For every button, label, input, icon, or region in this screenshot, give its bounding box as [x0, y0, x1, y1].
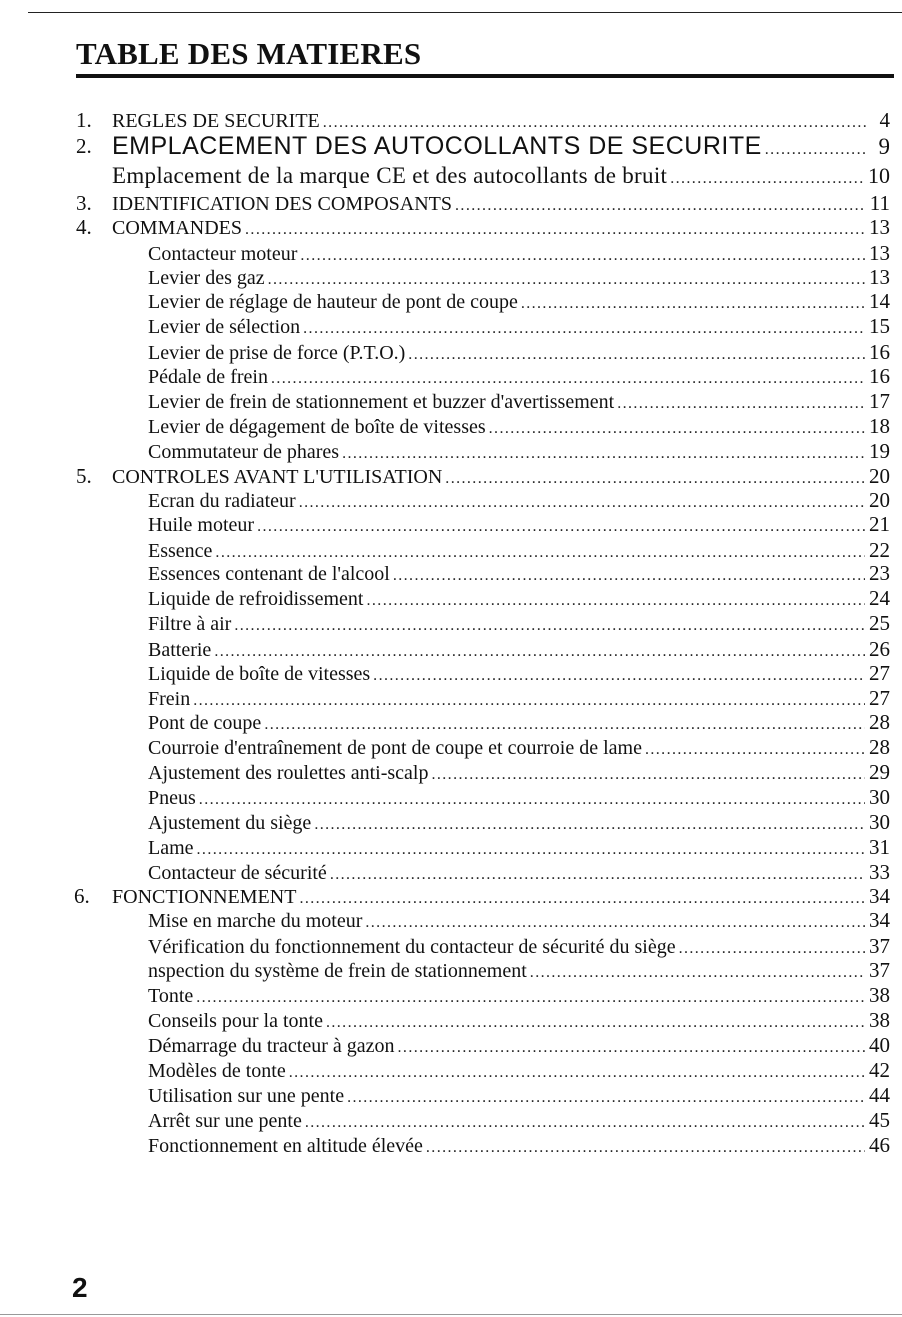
toc-entry: [0, 464, 902, 489]
toc-entry-page: 27: [869, 686, 890, 710]
dot-leader: [197, 840, 865, 860]
toc-entry-page: 33: [869, 860, 890, 884]
dot-leader: [617, 394, 865, 414]
toc-entry-label: Commutateur de phares: [148, 441, 340, 463]
toc-entry-page: 34: [869, 908, 890, 932]
toc-entry: [0, 340, 902, 365]
toc-entry-page: 4: [879, 108, 890, 132]
toc-entry: [0, 710, 902, 735]
dot-leader: [299, 493, 865, 513]
toc-entry-page: 23: [869, 561, 890, 585]
toc-entry: [0, 1133, 902, 1158]
toc-entry-label: Contacteur de sécurité: [148, 862, 327, 884]
dot-leader: [234, 616, 865, 636]
toc-entry: [0, 241, 902, 266]
toc-entry-page: 13: [869, 215, 890, 239]
toc-entry-page: 28: [869, 735, 890, 759]
toc-entry-page: 30: [869, 785, 890, 809]
toc-entry-page: 29: [869, 760, 890, 784]
toc-entry-page: 20: [869, 488, 890, 512]
dot-leader: [326, 1013, 865, 1033]
toc-entry: [0, 983, 902, 1008]
dot-leader: [305, 1113, 865, 1133]
dot-leader: [330, 865, 865, 885]
toc-entry: [0, 561, 902, 586]
toc-entry-label: Liquide de refroidissement: [148, 588, 364, 610]
dot-leader: [264, 715, 865, 735]
toc-entry: [0, 586, 902, 611]
dot-leader: [215, 543, 865, 563]
toc-entry-page: 45: [869, 1108, 890, 1132]
toc-entry-label: COMMANDES: [112, 217, 243, 239]
toc-entry: [0, 884, 902, 909]
toc-entry-label: CONTROLES AVANT L'UTILISATION: [112, 466, 443, 488]
dot-leader: [300, 246, 865, 266]
toc-entry-page: 22: [869, 538, 890, 562]
toc-entry: [0, 785, 902, 810]
dot-leader: [431, 765, 865, 785]
toc-entry-page: 24: [869, 586, 890, 610]
dot-leader: [426, 1138, 865, 1158]
dot-leader: [289, 1063, 865, 1083]
toc-entry-label: Ajustement des roulettes anti-scalp: [148, 762, 429, 784]
toc-entry-page: 44: [869, 1083, 890, 1107]
toc-entry: [0, 908, 902, 933]
toc-entry-label: Levier des gaz: [148, 267, 265, 289]
dot-leader: [393, 566, 865, 586]
toc-entry-page: 28: [869, 710, 890, 734]
dot-leader: [303, 319, 865, 339]
toc-entry: [0, 108, 902, 133]
toc-entry-label: Ecran du radiateur: [148, 490, 296, 512]
toc-entry: [0, 164, 902, 189]
dot-leader: [445, 469, 865, 489]
dot-leader: [347, 1088, 865, 1108]
toc-entry-label: Pédale de frein: [148, 366, 268, 388]
toc-entry-label: Huile moteur: [148, 514, 255, 536]
dot-leader: [299, 889, 865, 909]
toc-entry: [0, 637, 902, 662]
toc-entry-page: 31: [869, 835, 890, 859]
toc-entry-label: Tonte: [148, 985, 194, 1007]
toc-entry-page: 25: [869, 611, 890, 635]
dot-leader: [645, 740, 865, 760]
toc-entry-label: Levier de frein de stationnement et buzzer d'avertissement: [148, 391, 615, 413]
toc-entry: [0, 512, 902, 537]
toc-entry-label: Utilisation sur une pente: [148, 1085, 345, 1107]
toc-entry: [0, 389, 902, 414]
toc-entry-label: Conseils pour la tonte: [148, 1010, 323, 1032]
dot-leader: [765, 140, 868, 160]
toc-entry-label: REGLES DE SECURITE: [112, 110, 320, 132]
dot-leader: [214, 642, 865, 662]
toc-entry-label: Emplacement de la marque CE et des autocollants de bruit: [112, 163, 668, 188]
toc-entry-label: FONCTIONNEMENT: [112, 886, 297, 908]
toc-entry-label: Vérification du fonctionnement du contacteur de sécurité du siège: [148, 936, 676, 958]
toc-entry: [0, 134, 902, 160]
toc-entry-page: 18: [869, 414, 890, 438]
bottom-rule: [0, 1314, 902, 1315]
toc-entry: [0, 860, 902, 885]
dot-leader: [342, 444, 865, 464]
toc-entry-page: 46: [869, 1133, 890, 1157]
toc-entry-number: 3.: [76, 191, 92, 215]
toc-entry: [0, 314, 902, 339]
toc-entry-label: Fonctionnement en altitude élevée: [148, 1135, 423, 1157]
dot-leader: [199, 790, 865, 810]
dot-leader: [365, 913, 865, 933]
toc-entry-number: 5.: [76, 464, 92, 488]
toc-entry-label: Levier de dégagement de boîte de vitesses: [148, 416, 486, 438]
toc-entry-number: 4.: [76, 215, 92, 239]
dot-leader: [489, 419, 865, 439]
toc-entry: [0, 364, 902, 389]
page-number: 2: [72, 1272, 88, 1303]
dot-leader: [521, 294, 865, 314]
dot-leader: [271, 369, 865, 389]
dot-leader: [670, 169, 864, 189]
toc-entry: [0, 810, 902, 835]
toc-entry-label: IDENTIFICATION DES COMPOSANTS: [112, 193, 453, 215]
toc-entry-page: 15: [869, 314, 890, 338]
toc-entry: [0, 488, 902, 513]
dot-leader: [196, 988, 865, 1008]
toc-entry: [0, 735, 902, 760]
dot-leader: [193, 691, 865, 711]
dot-leader: [257, 517, 865, 537]
toc-entry: [0, 439, 902, 464]
toc-entry-number: 1.: [76, 108, 92, 132]
toc-entry: [0, 934, 902, 959]
toc-entry-number: 6.: [74, 884, 90, 908]
toc-entry-label: Pneus: [148, 787, 196, 809]
toc-entry-label: Essences contenant de l'alcool: [148, 563, 390, 585]
toc-entry-page: 10: [868, 163, 890, 188]
toc-entry: [0, 538, 902, 563]
dot-leader: [530, 963, 865, 983]
toc-entry: [0, 191, 902, 216]
toc-entry-page: 17: [869, 389, 890, 413]
toc-entry-page: 38: [869, 1008, 890, 1032]
toc-entry: [0, 265, 902, 290]
toc-entry: [0, 414, 902, 439]
dot-leader: [314, 815, 865, 835]
toc-entry: [0, 661, 902, 686]
toc-entry-page: 37: [869, 958, 890, 982]
toc-entry: [0, 835, 902, 860]
toc-entry-page: 26: [869, 637, 890, 661]
toc-entry-label: Levier de réglage de hauteur de pont de coupe: [148, 291, 518, 313]
dot-leader: [398, 1038, 865, 1058]
toc-entry-page: 16: [869, 364, 890, 388]
toc-entry-label: Ajustement du siège: [148, 812, 312, 834]
title-underline: [76, 74, 894, 78]
toc-entry-page: 9: [878, 134, 890, 159]
toc-entry-label: Liquide de boîte de vitesses: [148, 663, 371, 685]
page-title: TABLE DES MATIERES: [76, 36, 422, 71]
toc-entry-label: Lame: [148, 837, 194, 859]
toc-entry-page: 13: [869, 265, 890, 289]
toc-entry-page: 27: [869, 661, 890, 685]
toc-entry: [0, 760, 902, 785]
toc-entry-page: 38: [869, 983, 890, 1007]
toc-entry-label: Filtre à air: [148, 613, 232, 635]
toc-entry-label: Contacteur moteur: [148, 243, 298, 265]
toc-entry-label: EMPLACEMENT DES AUTOCOLLANTS DE SECURITE: [112, 132, 762, 160]
toc-entry-page: 40: [869, 1033, 890, 1057]
dot-leader: [408, 345, 865, 365]
toc-entry-label: Frein: [148, 688, 191, 710]
toc-entry: [0, 1008, 902, 1033]
toc-entry-label: Pont de coupe: [148, 712, 262, 734]
toc-entry-page: 19: [869, 439, 890, 463]
dot-leader: [373, 666, 865, 686]
toc-entry-page: 16: [869, 340, 890, 364]
toc-entry-page: 11: [869, 191, 890, 215]
dot-leader: [455, 196, 866, 216]
dot-leader: [323, 113, 868, 133]
toc-entry-label: Essence: [148, 540, 213, 562]
toc-entry: [0, 215, 902, 240]
toc-entry-page: 20: [869, 464, 890, 488]
toc-entry-label: Mise en marche du moteur: [148, 910, 363, 932]
toc-entry: [0, 1033, 902, 1058]
toc-entry: [0, 289, 902, 314]
toc-entry-label: Démarrage du tracteur à gazon: [148, 1035, 395, 1057]
dot-leader: [268, 270, 865, 290]
toc-entry: [0, 686, 902, 711]
toc-entry-label: Batterie: [148, 639, 212, 661]
toc-entry: [0, 1058, 902, 1083]
toc-entry: [0, 611, 902, 636]
dot-leader: [245, 220, 865, 240]
toc-entry-page: 42: [869, 1058, 890, 1082]
top-rule: [28, 12, 902, 13]
toc-entry: [0, 1083, 902, 1108]
toc-entry: [0, 1108, 902, 1133]
toc-entry-page: 37: [869, 934, 890, 958]
dot-leader: [367, 591, 866, 611]
toc-entry-page: 13: [869, 241, 890, 265]
dot-leader: [679, 939, 865, 959]
toc-entry-page: 34: [869, 884, 890, 908]
toc-entry-label: Levier de prise de force (P.T.O.): [148, 342, 406, 364]
toc-entry-label: Arrêt sur une pente: [148, 1110, 302, 1132]
toc-entry-page: 30: [869, 810, 890, 834]
toc-entry-label: Courroie d'entraînement de pont de coupe et courroie de lame: [148, 737, 642, 759]
toc-entry-page: 14: [869, 289, 890, 313]
toc-entry-label: Modèles de tonte: [148, 1060, 286, 1082]
toc-entry-number: 2.: [76, 134, 92, 158]
toc-entry: [0, 958, 902, 983]
toc-entry-label: nspection du système de frein de stationnement: [148, 960, 527, 982]
toc-entry-page: 21: [869, 512, 890, 536]
toc-entry-label: Levier de sélection: [148, 316, 301, 338]
